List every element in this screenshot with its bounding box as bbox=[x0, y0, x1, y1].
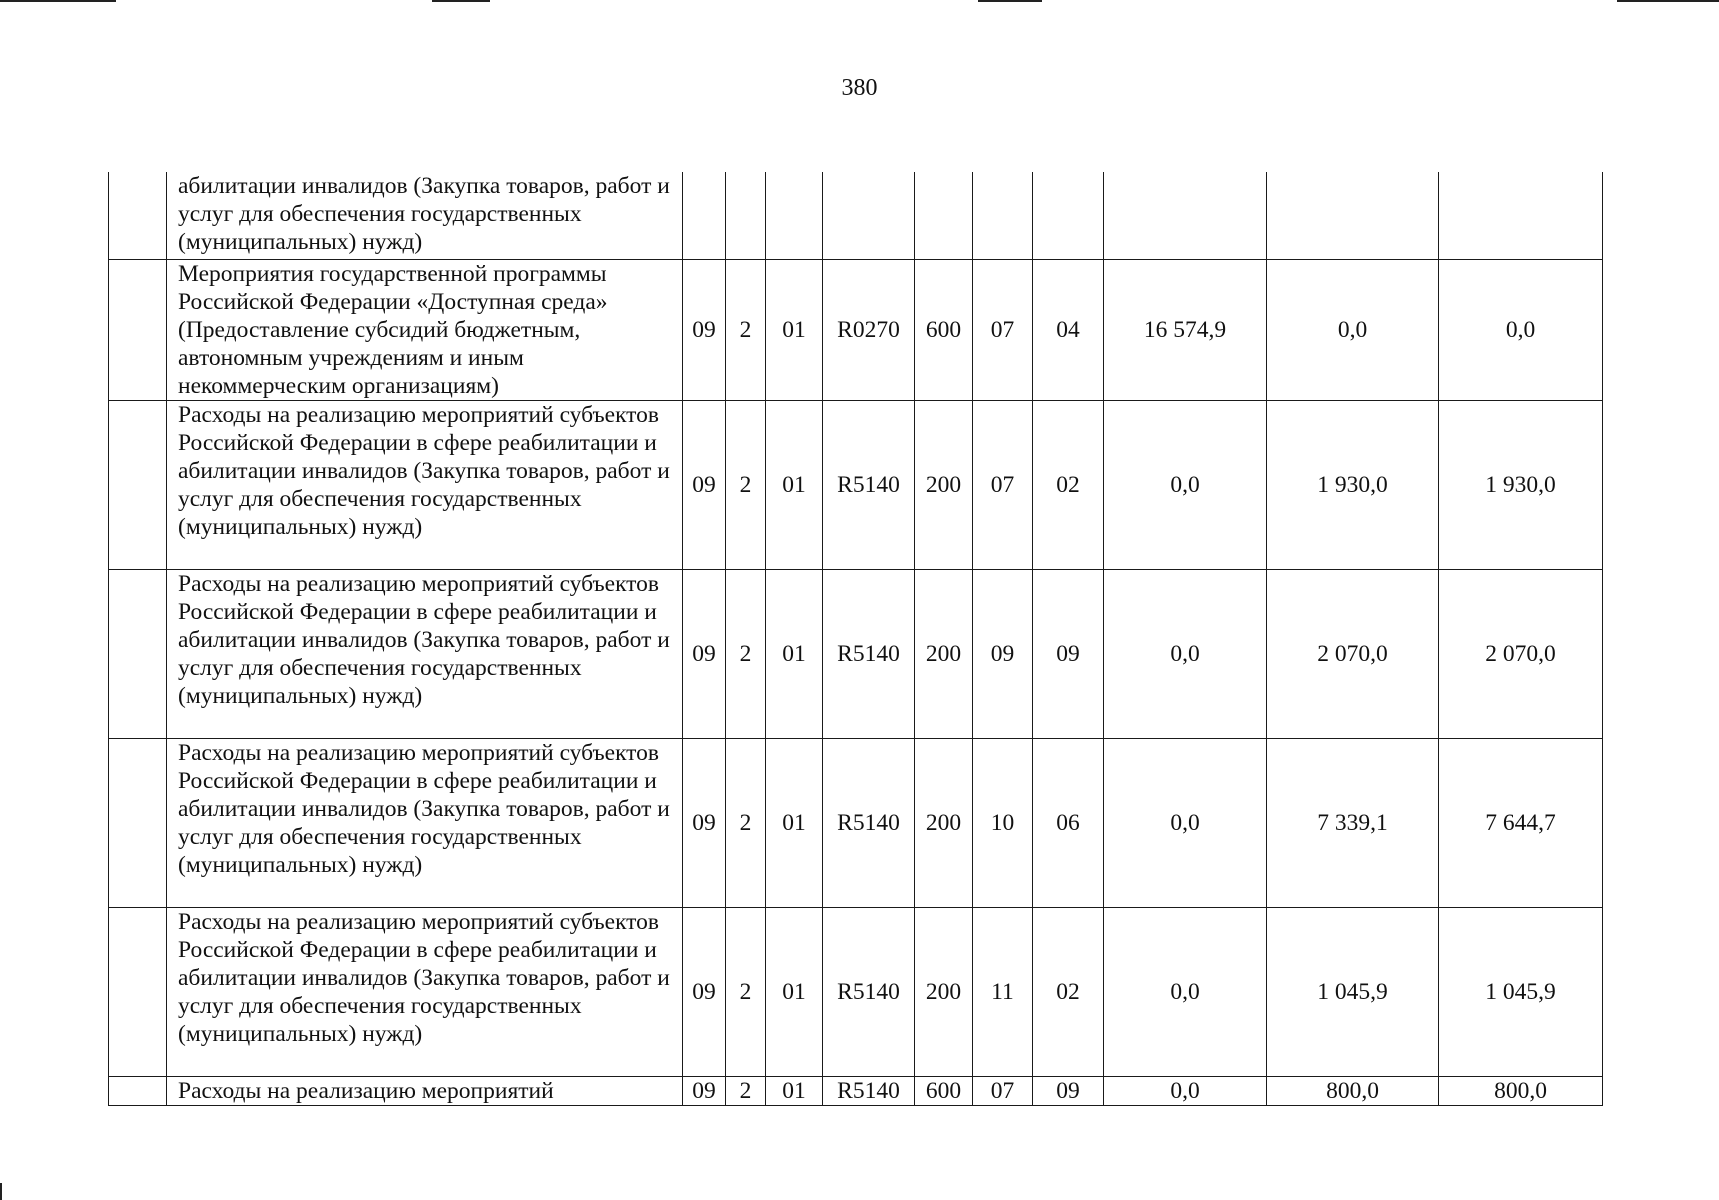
code-cell: R5140 bbox=[823, 400, 915, 569]
scan-mark-bottom-left bbox=[0, 1183, 2, 1200]
code-cell bbox=[766, 172, 823, 259]
row-number-cell bbox=[109, 569, 167, 738]
page-number: 380 bbox=[841, 75, 878, 101]
description-cell: абилитации инвалидов (Закупка товаров, работ и услуг для обеспечения государственных (муниципальных) нужд) bbox=[167, 172, 683, 259]
amount-cell: 800,0 bbox=[1439, 1076, 1603, 1105]
amount-cell: 7 339,1 bbox=[1267, 738, 1439, 907]
code-cell: 07 bbox=[973, 1076, 1033, 1105]
code-cell: 01 bbox=[766, 569, 823, 738]
code-cell: R5140 bbox=[823, 1076, 915, 1105]
code-cell: 2 bbox=[726, 738, 766, 907]
amount-cell: 1 045,9 bbox=[1267, 907, 1439, 1076]
code-cell: 09 bbox=[683, 738, 726, 907]
amount-cell: 0,0 bbox=[1104, 569, 1267, 738]
row-number-cell bbox=[109, 400, 167, 569]
code-cell: 2 bbox=[726, 907, 766, 1076]
amount-cell: 0,0 bbox=[1104, 400, 1267, 569]
amount-cell bbox=[1439, 172, 1603, 259]
table-row bbox=[109, 907, 1603, 1076]
amount-cell bbox=[1267, 172, 1439, 259]
amount-cell: 0,0 bbox=[1104, 1076, 1267, 1105]
code-cell bbox=[683, 172, 726, 259]
code-cell: 02 bbox=[1033, 907, 1104, 1076]
code-cell: 2 bbox=[726, 569, 766, 738]
code-cell: 200 bbox=[915, 569, 973, 738]
code-cell: 600 bbox=[915, 1076, 973, 1105]
amount-cell: 1 045,9 bbox=[1439, 907, 1603, 1076]
code-cell: 2 bbox=[726, 400, 766, 569]
table-row bbox=[109, 400, 1603, 569]
description-cell: Расходы на реализацию мероприятий субъектов Российской Федерации в сфере реабилитации и абилитации инвалидов (Закупка товаров, работ и услуг для обеспечения государственных (муниципальных) нужд) bbox=[167, 738, 683, 907]
description-cell: Мероприятия государственной программы Российской Федерации «Доступная среда» (Предоставление субсидий бюджетным, автономным учреждениям и иным некоммерческим организациям) bbox=[167, 259, 683, 400]
scan-mark-right bbox=[1617, 0, 1719, 2]
table-row bbox=[109, 259, 1603, 400]
code-cell: 200 bbox=[915, 400, 973, 569]
code-cell: R5140 bbox=[823, 569, 915, 738]
code-cell bbox=[915, 172, 973, 259]
table-row bbox=[109, 1076, 1603, 1105]
code-cell: 09 bbox=[683, 569, 726, 738]
code-cell: 07 bbox=[973, 400, 1033, 569]
code-cell: 02 bbox=[1033, 400, 1104, 569]
row-number-cell bbox=[109, 259, 167, 400]
description-cell: Расходы на реализацию мероприятий bbox=[167, 1076, 683, 1105]
amount-cell: 7 644,7 bbox=[1439, 738, 1603, 907]
amount-cell: 800,0 bbox=[1267, 1076, 1439, 1105]
code-cell: 07 bbox=[973, 259, 1033, 400]
scan-mark-center-left bbox=[432, 0, 490, 2]
amount-cell: 0,0 bbox=[1439, 259, 1603, 400]
code-cell: 04 bbox=[1033, 259, 1104, 400]
amount-cell: 2 070,0 bbox=[1267, 569, 1439, 738]
row-number-cell bbox=[109, 738, 167, 907]
code-cell: R0270 bbox=[823, 259, 915, 400]
budget-table bbox=[108, 172, 1603, 1106]
amount-cell: 0,0 bbox=[1104, 907, 1267, 1076]
description-cell: Расходы на реализацию мероприятий субъектов Российской Федерации в сфере реабилитации и абилитации инвалидов (Закупка товаров, работ и услуг для обеспечения государственных (муниципальных) нужд) bbox=[167, 569, 683, 738]
table-row bbox=[109, 569, 1603, 738]
code-cell: 2 bbox=[726, 1076, 766, 1105]
code-cell: 01 bbox=[766, 259, 823, 400]
description-cell: Расходы на реализацию мероприятий субъектов Российской Федерации в сфере реабилитации и абилитации инвалидов (Закупка товаров, работ и услуг для обеспечения государственных (муниципальных) нужд) bbox=[167, 907, 683, 1076]
code-cell: 09 bbox=[683, 907, 726, 1076]
code-cell: 09 bbox=[1033, 569, 1104, 738]
table-row bbox=[109, 738, 1603, 907]
code-cell: 09 bbox=[683, 1076, 726, 1105]
row-number-cell bbox=[109, 907, 167, 1076]
code-cell: 09 bbox=[973, 569, 1033, 738]
code-cell: 200 bbox=[915, 907, 973, 1076]
code-cell: 01 bbox=[766, 400, 823, 569]
code-cell: 11 bbox=[973, 907, 1033, 1076]
code-cell bbox=[726, 172, 766, 259]
table-row bbox=[109, 172, 1603, 259]
code-cell bbox=[1033, 172, 1104, 259]
code-cell: 01 bbox=[766, 1076, 823, 1105]
amount-cell: 1 930,0 bbox=[1439, 400, 1603, 569]
code-cell: 09 bbox=[683, 259, 726, 400]
scan-mark-center-right bbox=[978, 0, 1042, 2]
code-cell: 200 bbox=[915, 738, 973, 907]
amount-cell: 0,0 bbox=[1267, 259, 1439, 400]
row-number-cell bbox=[109, 172, 167, 259]
code-cell bbox=[973, 172, 1033, 259]
code-cell bbox=[823, 172, 915, 259]
code-cell: 09 bbox=[683, 400, 726, 569]
code-cell: 09 bbox=[1033, 1076, 1104, 1105]
row-number-cell bbox=[109, 1076, 167, 1105]
code-cell: 600 bbox=[915, 259, 973, 400]
code-cell: 06 bbox=[1033, 738, 1104, 907]
code-cell: R5140 bbox=[823, 907, 915, 1076]
amount-cell bbox=[1104, 172, 1267, 259]
code-cell: 01 bbox=[766, 907, 823, 1076]
amount-cell: 0,0 bbox=[1104, 738, 1267, 907]
code-cell: 2 bbox=[726, 259, 766, 400]
code-cell: 01 bbox=[766, 738, 823, 907]
amount-cell: 1 930,0 bbox=[1267, 400, 1439, 569]
code-cell: R5140 bbox=[823, 738, 915, 907]
scan-mark-left bbox=[0, 0, 116, 2]
code-cell: 10 bbox=[973, 738, 1033, 907]
amount-cell: 16 574,9 bbox=[1104, 259, 1267, 400]
description-cell: Расходы на реализацию мероприятий субъектов Российской Федерации в сфере реабилитации и абилитации инвалидов (Закупка товаров, работ и услуг для обеспечения государственных (муниципальных) нужд) bbox=[167, 400, 683, 569]
amount-cell: 2 070,0 bbox=[1439, 569, 1603, 738]
